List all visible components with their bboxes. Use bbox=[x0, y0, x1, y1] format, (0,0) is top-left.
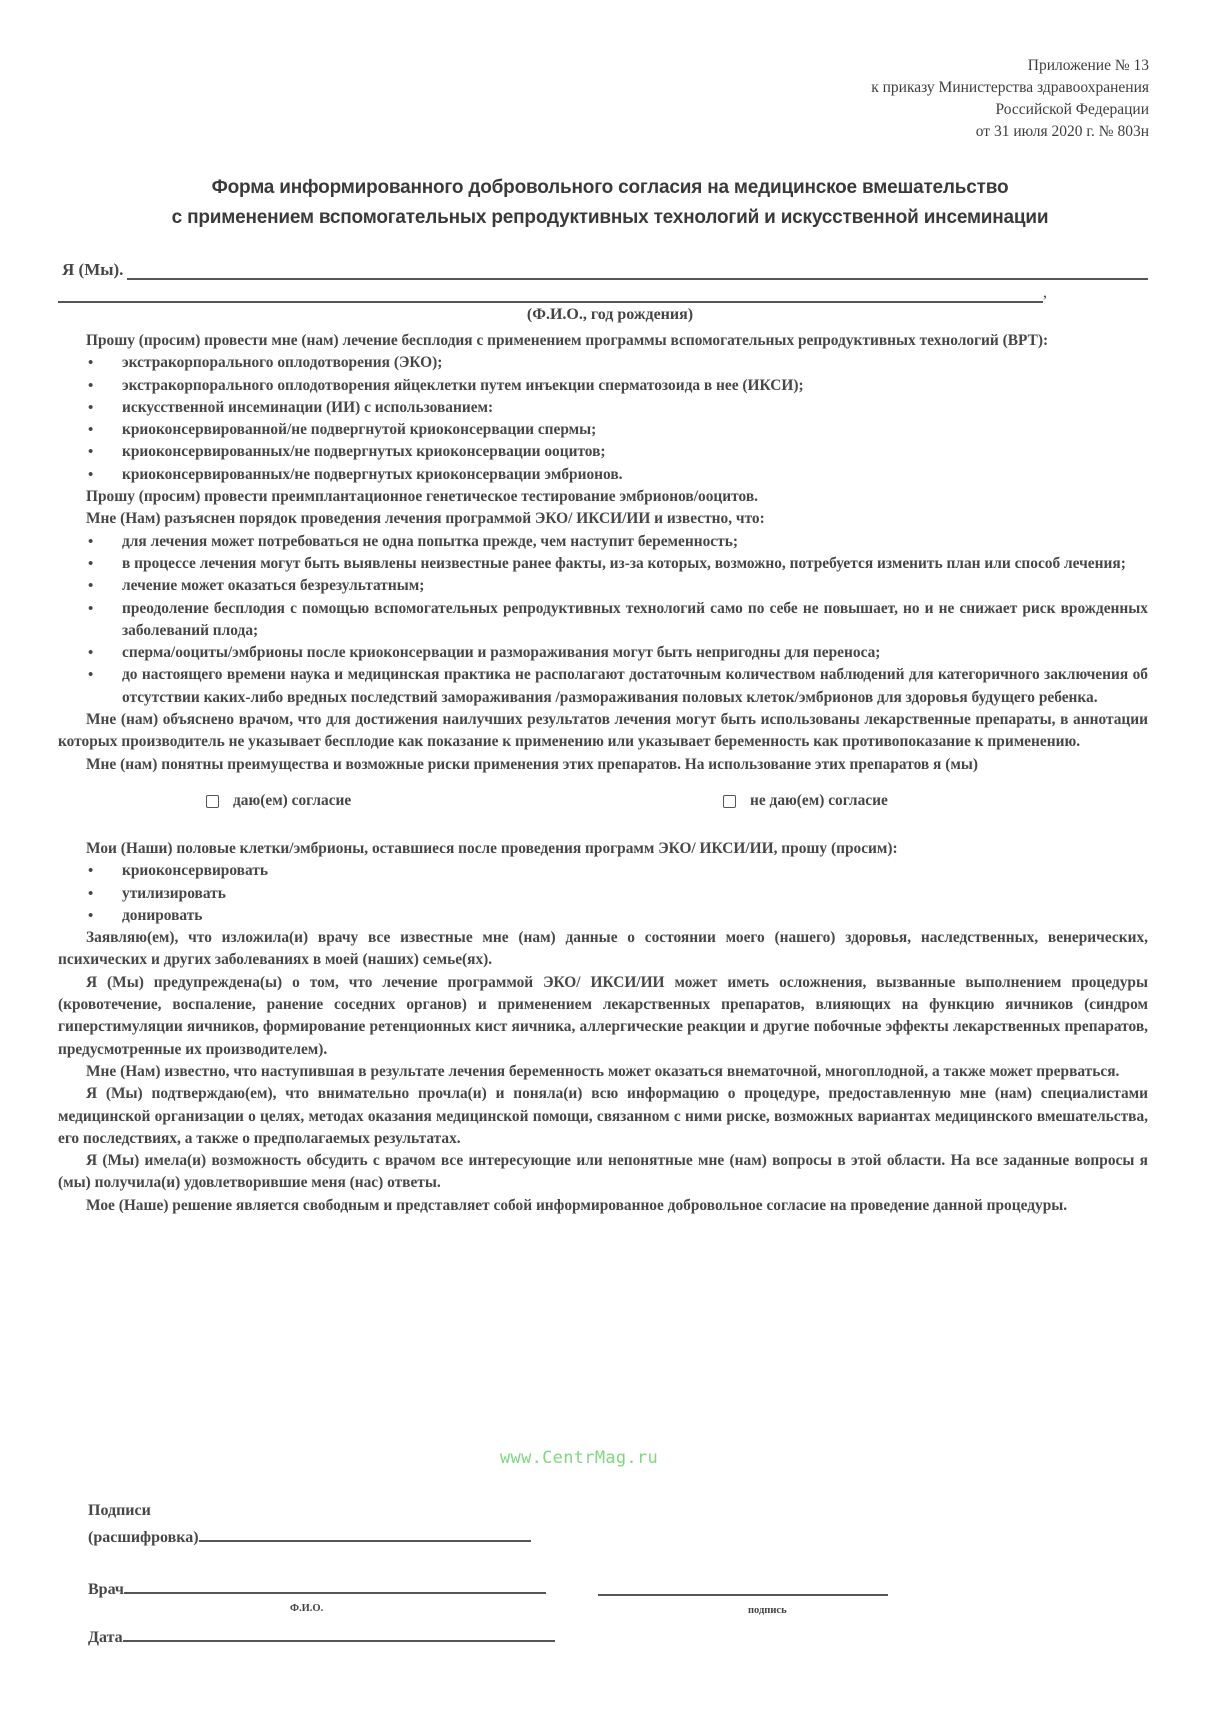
form-title-line-1: Форма информированного добровольного согласия на медицинское вмешательство bbox=[211, 177, 1009, 198]
remaining-embryos-paragraph: Мои (Наши) половые клетки/эмбрионы, оставшиеся после проведения программ ЭКО/ ИКСИ/ИИ, прошу (просим): bbox=[86, 839, 898, 857]
signatures-label: Подписи bbox=[88, 1502, 151, 1519]
signatures-input[interactable] bbox=[199, 1526, 531, 1542]
drugs-risks-paragraph: Мне (нам) понятны преимущества и возможные риски применения этих препаратов. На использование этих препаратов я (мы) bbox=[86, 755, 978, 773]
consent-give-checkbox[interactable] bbox=[206, 795, 219, 808]
form-body bbox=[58, 330, 1148, 1217]
treatment-request-paragraph: Прошу (просим) провести мне (нам) лечение бесплодия с применением программы вспомогательных репродуктивных технологий (ВРТ): bbox=[86, 332, 1049, 349]
appendix-reference bbox=[871, 55, 1149, 143]
appendix-line: Приложение № 13 bbox=[1027, 57, 1149, 74]
questions-answered-paragraph: Я (Мы) имела(и) возможность обсудить с врачом все интересующие или непонятные мне (нам) вопросы в этой области. На все заданные вопросы я (мы) получила(и) удовлетворившие меня (нас) ответы. bbox=[58, 1152, 1148, 1192]
form-title bbox=[40, 173, 1180, 233]
doctor-fio-input[interactable] bbox=[124, 1578, 546, 1594]
doctor-signature-input[interactable] bbox=[598, 1580, 888, 1596]
list-item: • донировать bbox=[58, 905, 1148, 927]
complications-warning-paragraph: Я (Мы) предупреждена(ы) о том, что лечение программой ЭКО/ ИКСИ/ИИ может иметь осложнения, вызванные выполнением процедуры (кровотечение, воспаление, ранение соседних органов) и применением лекарственных препаратов, влияющих на функцию яичников (синдром гиперстимуляции яичников, формирование ретенционных кист яичника, аллергические реакции и другие побочные эффекты лекарственных препаратов, предусмотренные их производителем). bbox=[58, 973, 1148, 1058]
name-field-label: Я (Мы). bbox=[62, 260, 124, 279]
drugs-explanation-paragraph: Мне (нам) объяснено врачом, что для достижения наилучших результатов лечения могут быть использованы лекарственные препараты, в аннотации которых производитель не указывает бесплодие как показание к применению или указывает беременность как противопоказание к применению. bbox=[58, 711, 1148, 751]
name-field-row bbox=[62, 252, 1148, 280]
name-field-caption: (Ф.И.О., год рождения) bbox=[526, 306, 694, 323]
name-field-input[interactable] bbox=[127, 258, 1148, 280]
date-label: Дата bbox=[88, 1629, 123, 1646]
drug-consent-choice-row bbox=[58, 776, 1148, 838]
date-row bbox=[88, 1626, 555, 1647]
list-item: • утилизировать bbox=[58, 883, 1148, 905]
confirmation-paragraph: Я (Мы) подтверждаю(ем), что внимательно прочла(и) и поняла(и) всю информацию о процедуре, предоставленную мне (нам) специалистами медицинской организации о целях, методах оказания медицинской помощи, связанном с ними риске, возможных вариантах медицинского вмешательства, его последствиях, а также о предполагаемых результатах. bbox=[58, 1085, 1148, 1147]
doctor-signature-caption: подпись bbox=[748, 1605, 787, 1616]
doctor-row bbox=[88, 1578, 546, 1599]
appendix-line: к приказу Министерства здравоохранения bbox=[871, 79, 1149, 96]
remaining-embryos-options-list bbox=[58, 860, 1148, 927]
list-item: • экстракорпорального оплодотворения (ЭКО); bbox=[58, 352, 1148, 374]
date-input[interactable] bbox=[123, 1626, 555, 1642]
name-field-input-continuation[interactable] bbox=[58, 283, 1043, 303]
doctor-label: Врач bbox=[88, 1581, 124, 1598]
watermark: www.CentrMag.ru bbox=[500, 1448, 659, 1468]
explanation-intro-paragraph: Мне (Нам) разъяснен порядок проведения лечения программой ЭКО/ ИКСИ/ИИ и известно, что: bbox=[86, 510, 765, 528]
list-item: • сперма/ооциты/эмбрионы после криоконсервации и размораживания могут быть непригодны для переноса; bbox=[58, 642, 1148, 664]
explained-facts-list bbox=[58, 531, 1148, 709]
list-item: • в процессе лечения могут быть выявлены неизвестные ранее факты, из-за которых, возможно, потребуется изменить план или способ лечения; bbox=[58, 553, 1148, 575]
consent-refuse-option[interactable] bbox=[723, 790, 888, 812]
list-item: • экстракорпорального оплодотворения яйцеклетки путем инъекции сперматозоида в нее (ИКСИ); bbox=[58, 375, 1148, 397]
doctor-fio-caption: Ф.И.О. bbox=[290, 1603, 324, 1614]
signatures-decoding-row bbox=[88, 1526, 531, 1547]
list-item: • криоконсервированных/не подвергнутых криоконсервации эмбрионов. bbox=[58, 464, 1148, 486]
list-item: • криоконсервированной/не подвергнутой криоконсервации спермы; bbox=[58, 419, 1148, 441]
consent-refuse-label: не даю(ем) согласие bbox=[750, 791, 888, 809]
pregnancy-risks-paragraph: Мне (Нам) известно, что наступившая в результате лечения беременность может оказаться внематочной, многоплодной, а также может прерваться. bbox=[86, 1062, 1120, 1080]
art-methods-list bbox=[58, 352, 1148, 486]
list-item: • для лечения может потребоваться не одна попытка прежде, чем наступит беременность; bbox=[58, 531, 1148, 553]
consent-give-label: даю(ем) согласие bbox=[233, 791, 352, 809]
name-field-comma: , bbox=[1043, 284, 1047, 301]
list-item: • лечение может оказаться безрезультатным; bbox=[58, 575, 1148, 597]
appendix-line: от 31 июля 2020 г. № 803н bbox=[975, 123, 1149, 140]
form-title-line-2: с применением вспомогательных репродуктивных технологий и искусственной инсеминации bbox=[171, 207, 1049, 228]
health-declaration-paragraph: Заявляю(ем), что изложила(и) врачу все известные мне (нам) данные о состоянии моего (нашего) здоровья, наследственных, венерических, психических и других заболеваниях в моей (наших) семье(ях). bbox=[58, 929, 1148, 969]
appendix-line: Российской Федерации bbox=[995, 101, 1149, 118]
free-decision-paragraph: Мое (Наше) решение является свободным и представляет собой информированное добровольное согласие на проведение данной процедуры. bbox=[86, 1196, 1068, 1214]
consent-give-option[interactable] bbox=[206, 790, 351, 812]
list-item: • криоконсервировать bbox=[58, 860, 1148, 882]
consent-refuse-checkbox[interactable] bbox=[723, 795, 736, 808]
signatures-decoding-label: (расшифровка) bbox=[88, 1529, 199, 1546]
pgt-request-paragraph: Прошу (просим) провести преимплантационное генетическое тестирование эмбрионов/ооцитов. bbox=[86, 488, 758, 506]
list-item: • до настоящего времени наука и медицинская практика не располагают достаточным количеством наблюдений для категоричного заключения об отсутствии каких-либо вредных последствий замораживания /размораживания половых клеток/эмбрионов для здоровья будущего ребенка. bbox=[58, 664, 1148, 709]
list-item: • преодоление бесплодия с помощью вспомогательных репродуктивных технологий само по себе не повышает, но и не снижает риск врожденных заболеваний плода; bbox=[58, 598, 1148, 643]
list-item: • искусственной инсеминации (ИИ) с использованием: bbox=[58, 397, 1148, 419]
list-item: • криоконсервированных/не подвергнутых криоконсервации ооцитов; bbox=[58, 441, 1148, 463]
